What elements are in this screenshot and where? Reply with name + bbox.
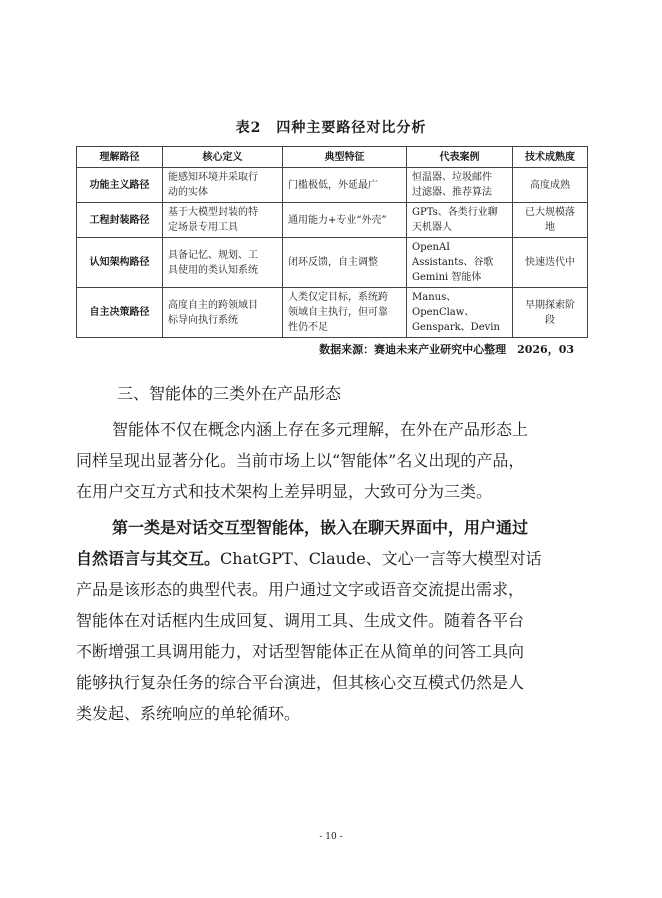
cases-cell [407,203,513,238]
cell-line: 能感知环境并采取行 [168,172,258,183]
cell-line: 标导向执行系统 [168,314,238,326]
table-source-note: 数据来源：赛迪未来产业研究中心整理 2026，03 [319,343,574,356]
cell-line: 具备记忆、规划、工 [168,249,258,261]
cell-line: Genspark、Devin [412,322,500,333]
cases-cell [407,238,513,288]
page-number: - 10 - [319,832,343,842]
paragraph [76,414,588,507]
bold-lead-text: 自然语言与其交互。 [76,549,221,568]
cell-line: OpenClaw、 [412,307,475,318]
cell-line: Manus、 [412,292,457,303]
cell-line: 门槛极低，外延最广 [288,179,378,191]
path-cell: 自主决策路径 [77,288,163,338]
table-header-row [77,147,588,168]
cell-line: 具使用的类认知系统 [168,264,258,276]
paragraph-text: ChatGPT、Claude、文心一言等大模型对话 [220,549,542,568]
header-cell: 典型特征 [283,147,407,168]
paragraph-line: 智能体在对话框内生成回复、调用工具、生成文件。随着各平台 [76,611,525,630]
header-cell: 理解路径 [77,147,163,168]
cell-line: OpenAI [412,242,451,253]
maturity-cell [513,168,588,203]
cases-cell [407,288,513,338]
maturity-cell [513,288,588,338]
path-cell: 工程封装路径 [77,203,163,238]
paragraph-line: 不断增强工具调用能力，对话型智能体正在从简单的问答工具向 [76,642,525,661]
features-cell [283,203,407,238]
cell-line: 人类仅定目标，系统跨 [288,292,388,303]
table-row [77,238,588,288]
cell-line: 地 [545,222,555,233]
cell-line: 基于大模型封装的特 [168,207,258,218]
cell-line: 恒温器、垃圾邮件 [412,172,492,183]
cases-cell [407,168,513,203]
cell-line: 快速迭代中 [525,257,575,268]
definition-cell [163,238,283,288]
cell-line: Gemini 智能体 [412,272,482,283]
table-row [77,168,588,203]
cell-line: 段 [545,314,555,326]
features-cell [283,238,407,288]
header-cell: 技术成熟度 [513,147,588,168]
table-title: 表2 四种主要路径对比分析 [235,120,427,136]
cell-line: 早期探索阶 [525,299,575,311]
cell-line: 高度自主的跨领域目 [168,299,258,311]
cell-line: GPTs、各类行业聊 [412,207,498,218]
header-cell: 核心定义 [163,147,283,168]
features-cell [283,168,407,203]
cell-line: 高度成熟 [530,179,570,191]
cell-line: 过滤器、推荐算法 [412,187,492,198]
header-cell: 代表案例 [407,147,513,168]
paragraph-line [76,543,588,574]
section-heading: 三、智能体的三类外在产品形态 [117,384,342,403]
paragraph-line: 同样呈现出显著分化。当前市场上以“智能体”名义出现的产品， [76,451,525,470]
cell-line: 闭环反馈，自主调整 [288,257,378,268]
features-cell [283,288,407,338]
paragraph-line [76,512,588,543]
bold-lead-text: 第一类是对话交互型智能体，嵌入在聊天界面中，用户通过 [112,518,529,537]
cell-line: 性仍不足 [288,322,328,333]
maturity-cell [513,203,588,238]
cell-line: 定场景专用工具 [168,222,238,233]
definition-cell [163,203,283,238]
maturity-cell [513,238,588,288]
paragraph-line: 产品是该形态的典型代表。用户通过文字或语音交流提出需求， [76,580,525,599]
paragraph [76,512,588,729]
cell-line: 动的实体 [168,187,208,198]
cell-line: 领域自主执行，但可靠 [288,307,388,318]
paragraph-line: 智能体不仅在概念内涵上存在多元理解，在外在产品形态上 [112,420,529,439]
cell-line: Assistants、谷歌 [412,257,494,268]
comparison-table [76,146,588,338]
definition-cell [163,288,283,338]
table-row [77,288,588,338]
cell-line: 已大规模落 [525,207,575,218]
cell-line: 天机器人 [412,222,452,233]
paragraph-line: 能够执行复杂任务的综合平台演进，但其核心交互模式仍然是人 [76,673,525,692]
path-cell: 功能主义路径 [77,168,163,203]
paragraph-line: 在用户交互方式和技术架构上差异明显，大致可分为三类。 [76,482,493,501]
paragraph-line: 类发起、系统响应的单轮循环。 [76,704,301,723]
cell-line: 通用能力+专业“外壳” [288,214,387,226]
path-cell: 认知架构路径 [77,238,163,288]
table-row [77,203,588,238]
definition-cell [163,168,283,203]
